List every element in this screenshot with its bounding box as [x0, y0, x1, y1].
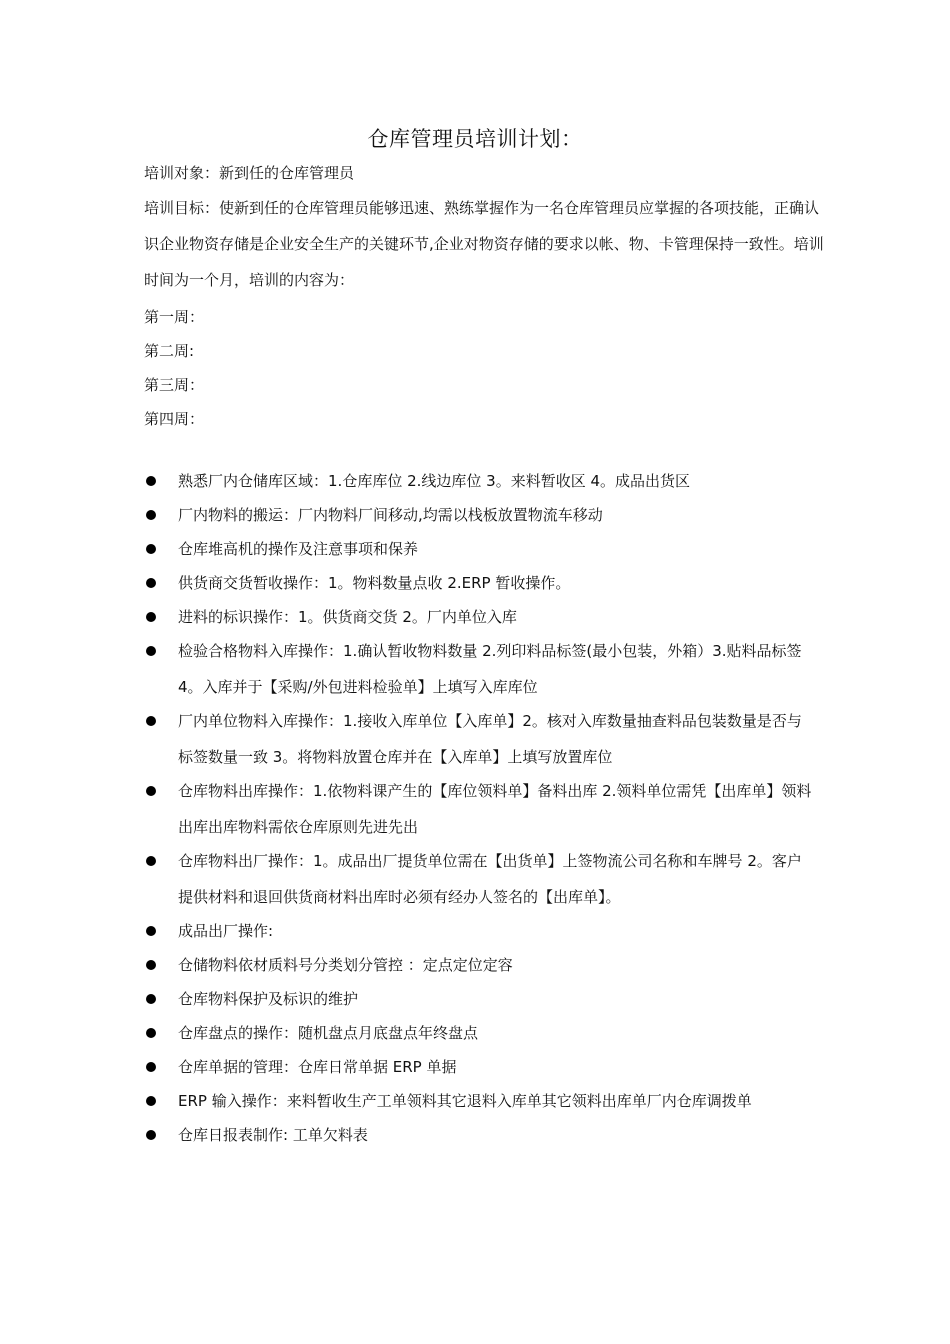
bullet-icon — [146, 646, 156, 656]
bullet-icon — [146, 1130, 156, 1140]
bullet-icon — [146, 612, 156, 622]
list-item — [144, 1015, 816, 1051]
list-item — [144, 773, 816, 845]
bullet-icon — [146, 856, 156, 866]
bullet-icon — [146, 510, 156, 520]
list-item — [144, 531, 816, 567]
list-item — [144, 1083, 816, 1119]
bullet-icon — [146, 926, 156, 936]
list-item-text: 检验合格物料入库操作：1.确认暂收物料数量 2.列印料品标签(最小包装，外箱）3.贴料品标签 4。入库并于【采购/外包进料检验单】上填写入库库位 — [178, 642, 802, 696]
list-item-text: 仓储物料依材质料号分类划分管控 ：定点定位定容 — [178, 956, 513, 974]
week-list — [144, 300, 204, 436]
list-item — [144, 1117, 816, 1153]
training-items-list — [144, 463, 816, 1151]
bullet-icon — [146, 1028, 156, 1038]
list-item-text: 仓库盘点的操作：随机盘点月底盘点年终盘点 — [178, 1024, 479, 1042]
list-item — [144, 981, 816, 1017]
list-item — [144, 843, 816, 915]
list-item-text: ERP 输入操作：来料暂收生产工单领料其它退料入库单其它领料出库单厂内仓库调拨单 — [178, 1092, 752, 1110]
list-item-text: 厂内物料的搬运：厂内物料厂间移动,均需以栈板放置物流车移动 — [178, 506, 603, 524]
list-item-text: 仓库物料出库操作：1.依物料课产生的【库位领料单】备料出库 2.领料单位需凭【出库单】领料出库出库物料需依仓库原则先进先出 — [178, 782, 812, 836]
bullet-icon — [146, 1096, 156, 1106]
training-goal: 培训目标：使新到任的仓库管理员能够迅速、熟练掌握作为一名仓库管理员应掌握的各项技能，正确认识企业物资存储是企业安全生产的关键环节,企业对物资存储的要求以帐、物、卡管理保持一致性。培训时间为一个月，培训的内容为： — [144, 199, 824, 289]
list-item — [144, 947, 816, 983]
bullet-icon — [146, 544, 156, 554]
list-item — [144, 633, 816, 705]
bullet-icon — [146, 960, 156, 970]
week-2-label: 第二周: — [144, 342, 195, 360]
list-item-text: 仓库物料保护及标识的维护 — [178, 990, 359, 1008]
bullet-icon — [146, 716, 156, 726]
list-item — [144, 497, 816, 533]
list-item — [144, 463, 816, 499]
list-item-text: 仓库物料出厂操作：1。成品出厂提货单位需在【出货单】上签物流公司名称和车牌号 2。客户提供材料和退回供货商材料出库时必须有经办人签名的【出库单】。 — [178, 852, 802, 906]
list-item-text: 供货商交货暂收操作：1。物料数量点收 2.ERP 暂收操作。 — [178, 574, 571, 592]
bullet-icon — [146, 578, 156, 588]
list-item — [144, 565, 816, 601]
list-item — [144, 913, 816, 949]
list-item — [144, 703, 816, 775]
training-target: 培训对象：新到任的仓库管理员 — [144, 164, 355, 182]
document-title: 仓库管理员培训计划： — [367, 127, 583, 151]
list-item — [144, 599, 816, 635]
bullet-icon — [146, 1062, 156, 1072]
list-item-text: 仓库单据的管理：仓库日常单据 ERP 单据 — [178, 1058, 457, 1076]
list-item-text: 熟悉厂内仓储库区域：1.仓库库位 2.线边库位 3。来料暂收区 4。成品出货区 — [178, 472, 691, 490]
list-item — [144, 1049, 816, 1085]
list-item-text: 成品出厂操作: — [178, 922, 274, 940]
bullet-icon — [146, 994, 156, 1004]
week-1-label: 第一周： — [144, 308, 205, 326]
bullet-icon — [146, 786, 156, 796]
week-4-label: 第四周： — [144, 410, 205, 428]
intro-section — [144, 160, 824, 300]
list-item-text: 进料的标识操作：1。供货商交货 2。厂内单位入库 — [178, 608, 517, 626]
list-item-text: 仓库日报表制作: 工单欠料表 — [178, 1126, 368, 1144]
list-item-text: 仓库堆高机的操作及注意事项和保养 — [178, 540, 419, 558]
week-3-label: 第三周： — [144, 376, 205, 394]
list-item-text: 厂内单位物料入库操作：1.接收入库单位【入库单】2。核对入库数量抽查料品包装数量是否与标签数量一致 3。将物料放置仓库并在【入库单】上填写放置库位 — [178, 712, 802, 766]
bullet-icon — [146, 476, 156, 486]
